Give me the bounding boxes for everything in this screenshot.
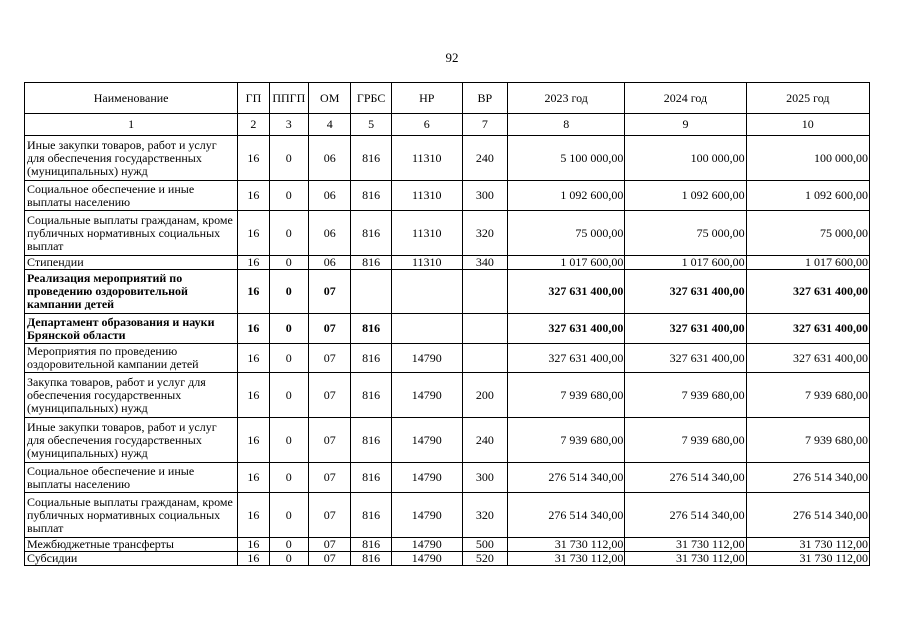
- code-cell: 816: [351, 211, 391, 256]
- table-row: [25, 344, 870, 373]
- code-cell: 0: [269, 314, 308, 344]
- amount-cell: 1 017 600,00: [508, 256, 625, 270]
- code-cell: 0: [269, 552, 308, 566]
- amount-cell: 31 730 112,00: [746, 552, 869, 566]
- code-cell: 14790: [391, 373, 462, 418]
- amount-cell: 327 631 400,00: [746, 314, 869, 344]
- amount-cell: 327 631 400,00: [625, 314, 746, 344]
- code-cell: 16: [238, 538, 269, 552]
- code-cell: 816: [351, 463, 391, 493]
- amount-cell: 276 514 340,00: [625, 463, 746, 493]
- table-row: [25, 538, 870, 552]
- code-cell: 816: [351, 538, 391, 552]
- code-cell: 340: [462, 256, 507, 270]
- code-cell: 07: [309, 463, 351, 493]
- amount-cell: 276 514 340,00: [746, 463, 869, 493]
- code-cell: 816: [351, 418, 391, 463]
- code-cell: 0: [269, 373, 308, 418]
- column-index: 1: [25, 114, 238, 136]
- amount-cell: 1 092 600,00: [746, 181, 869, 211]
- amount-cell: 327 631 400,00: [746, 344, 869, 373]
- amount-cell: 327 631 400,00: [625, 344, 746, 373]
- code-cell: 16: [238, 418, 269, 463]
- column-header: 2023 год: [508, 83, 625, 114]
- column-index: 6: [391, 114, 462, 136]
- code-cell: 16: [238, 314, 269, 344]
- code-cell: 16: [238, 136, 269, 181]
- amount-cell: 31 730 112,00: [625, 552, 746, 566]
- amount-cell: 75 000,00: [625, 211, 746, 256]
- table-row: [25, 463, 870, 493]
- code-cell: 0: [269, 463, 308, 493]
- column-index: 2: [238, 114, 269, 136]
- amount-cell: 7 939 680,00: [746, 373, 869, 418]
- code-cell: 06: [309, 136, 351, 181]
- code-cell: 0: [269, 418, 308, 463]
- column-header: ГП: [238, 83, 269, 114]
- amount-cell: 1 017 600,00: [625, 256, 746, 270]
- column-index-row: [25, 114, 870, 136]
- code-cell: 06: [309, 211, 351, 256]
- column-header: НР: [391, 83, 462, 114]
- code-cell: 16: [238, 344, 269, 373]
- code-cell: 320: [462, 493, 507, 538]
- code-cell: 16: [238, 181, 269, 211]
- code-cell: 816: [351, 181, 391, 211]
- amount-cell: 276 514 340,00: [746, 493, 869, 538]
- code-cell: 200: [462, 373, 507, 418]
- code-cell: 07: [309, 418, 351, 463]
- code-cell: 300: [462, 181, 507, 211]
- table-body: [25, 136, 870, 566]
- amount-cell: 276 514 340,00: [625, 493, 746, 538]
- row-name-cell: Стипендии: [25, 256, 238, 270]
- code-cell: 0: [269, 270, 308, 314]
- code-cell: 816: [351, 493, 391, 538]
- code-cell: 07: [309, 373, 351, 418]
- amount-cell: 7 939 680,00: [746, 418, 869, 463]
- page-number: 92: [445, 50, 459, 65]
- row-name-cell: Реализация мероприятий по проведению оздоровительной кампании детей: [25, 270, 238, 314]
- column-index: 3: [269, 114, 308, 136]
- column-header: ОМ: [309, 83, 351, 114]
- table-row: [25, 552, 870, 566]
- header-row: [25, 83, 870, 114]
- row-name-cell: Закупка товаров, работ и услуг для обеспечения государственных (муниципальных) нужд: [25, 373, 238, 418]
- code-cell: 320: [462, 211, 507, 256]
- code-cell: [391, 314, 462, 344]
- row-name-cell: Мероприятия по проведению оздоровительной кампании детей: [25, 344, 238, 373]
- row-name-cell: Социальные выплаты гражданам, кроме публичных нормативных социальных выплат: [25, 493, 238, 538]
- code-cell: 11310: [391, 181, 462, 211]
- code-cell: 16: [238, 270, 269, 314]
- code-cell: 0: [269, 344, 308, 373]
- amount-cell: 31 730 112,00: [746, 538, 869, 552]
- code-cell: 816: [351, 552, 391, 566]
- code-cell: 07: [309, 314, 351, 344]
- amount-cell: 7 939 680,00: [625, 373, 746, 418]
- code-cell: 240: [462, 418, 507, 463]
- code-cell: 300: [462, 463, 507, 493]
- code-cell: 16: [238, 373, 269, 418]
- row-name-cell: Социальные выплаты гражданам, кроме публичных нормативных социальных выплат: [25, 211, 238, 256]
- column-header: ВР: [462, 83, 507, 114]
- row-name-cell: Социальное обеспечение и иные выплаты населению: [25, 463, 238, 493]
- column-index: 10: [746, 114, 869, 136]
- amount-cell: 327 631 400,00: [508, 314, 625, 344]
- code-cell: 500: [462, 538, 507, 552]
- code-cell: [462, 314, 507, 344]
- code-cell: 240: [462, 136, 507, 181]
- code-cell: 14790: [391, 344, 462, 373]
- row-name-cell: Иные закупки товаров, работ и услуг для обеспечения государственных (муниципальных) нужд: [25, 136, 238, 181]
- column-index: 8: [508, 114, 625, 136]
- column-header: 2024 год: [625, 83, 746, 114]
- code-cell: [351, 270, 391, 314]
- table-row: [25, 211, 870, 256]
- amount-cell: 75 000,00: [508, 211, 625, 256]
- code-cell: 14790: [391, 552, 462, 566]
- amount-cell: 100 000,00: [625, 136, 746, 181]
- code-cell: 06: [309, 256, 351, 270]
- amount-cell: 31 730 112,00: [625, 538, 746, 552]
- amount-cell: 100 000,00: [746, 136, 869, 181]
- code-cell: 16: [238, 552, 269, 566]
- amount-cell: 1 092 600,00: [625, 181, 746, 211]
- code-cell: 520: [462, 552, 507, 566]
- code-cell: 14790: [391, 418, 462, 463]
- amount-cell: 75 000,00: [746, 211, 869, 256]
- amount-cell: 327 631 400,00: [746, 270, 869, 314]
- code-cell: 0: [269, 538, 308, 552]
- amount-cell: 327 631 400,00: [625, 270, 746, 314]
- code-cell: [391, 270, 462, 314]
- code-cell: 07: [309, 344, 351, 373]
- code-cell: 0: [269, 211, 308, 256]
- code-cell: 816: [351, 373, 391, 418]
- column-header: ППГП: [269, 83, 308, 114]
- table-row: [25, 136, 870, 181]
- table-row: [25, 314, 870, 344]
- row-name-cell: Межбюджетные трансферты: [25, 538, 238, 552]
- code-cell: 14790: [391, 463, 462, 493]
- row-name-cell: Иные закупки товаров, работ и услуг для обеспечения государственных (муниципальных) нужд: [25, 418, 238, 463]
- code-cell: 16: [238, 211, 269, 256]
- code-cell: 816: [351, 256, 391, 270]
- code-cell: 07: [309, 552, 351, 566]
- table-row: [25, 270, 870, 314]
- column-header: Наименование: [25, 83, 238, 114]
- amount-cell: 7 939 680,00: [508, 418, 625, 463]
- code-cell: 0: [269, 181, 308, 211]
- amount-cell: 31 730 112,00: [508, 538, 625, 552]
- code-cell: 11310: [391, 256, 462, 270]
- budget-table: [24, 82, 870, 566]
- column-index: 5: [351, 114, 391, 136]
- amount-cell: 5 100 000,00: [508, 136, 625, 181]
- code-cell: 14790: [391, 538, 462, 552]
- column-header: 2025 год: [746, 83, 869, 114]
- amount-cell: 327 631 400,00: [508, 270, 625, 314]
- table-row: [25, 256, 870, 270]
- code-cell: 11310: [391, 211, 462, 256]
- code-cell: 14790: [391, 493, 462, 538]
- table-row: [25, 373, 870, 418]
- column-index: 7: [462, 114, 507, 136]
- amount-cell: 327 631 400,00: [508, 344, 625, 373]
- code-cell: 0: [269, 136, 308, 181]
- code-cell: 816: [351, 344, 391, 373]
- amount-cell: 7 939 680,00: [625, 418, 746, 463]
- column-index: 4: [309, 114, 351, 136]
- code-cell: 16: [238, 463, 269, 493]
- amount-cell: 7 939 680,00: [508, 373, 625, 418]
- table-row: [25, 181, 870, 211]
- code-cell: 16: [238, 256, 269, 270]
- code-cell: 07: [309, 538, 351, 552]
- code-cell: 0: [269, 256, 308, 270]
- table-row: [25, 493, 870, 538]
- code-cell: 816: [351, 136, 391, 181]
- code-cell: [462, 270, 507, 314]
- code-cell: 06: [309, 181, 351, 211]
- row-name-cell: Департамент образования и науки Брянской области: [25, 314, 238, 344]
- row-name-cell: Социальное обеспечение и иные выплаты населению: [25, 181, 238, 211]
- table-row: [25, 418, 870, 463]
- code-cell: [462, 344, 507, 373]
- amount-cell: 276 514 340,00: [508, 493, 625, 538]
- column-header: ГРБС: [351, 83, 391, 114]
- amount-cell: 1 092 600,00: [508, 181, 625, 211]
- amount-cell: 276 514 340,00: [508, 463, 625, 493]
- code-cell: 07: [309, 493, 351, 538]
- code-cell: 16: [238, 493, 269, 538]
- column-index: 9: [625, 114, 746, 136]
- code-cell: 816: [351, 314, 391, 344]
- amount-cell: 1 017 600,00: [746, 256, 869, 270]
- amount-cell: 31 730 112,00: [508, 552, 625, 566]
- code-cell: 0: [269, 493, 308, 538]
- code-cell: 07: [309, 270, 351, 314]
- code-cell: 11310: [391, 136, 462, 181]
- row-name-cell: Субсидии: [25, 552, 238, 566]
